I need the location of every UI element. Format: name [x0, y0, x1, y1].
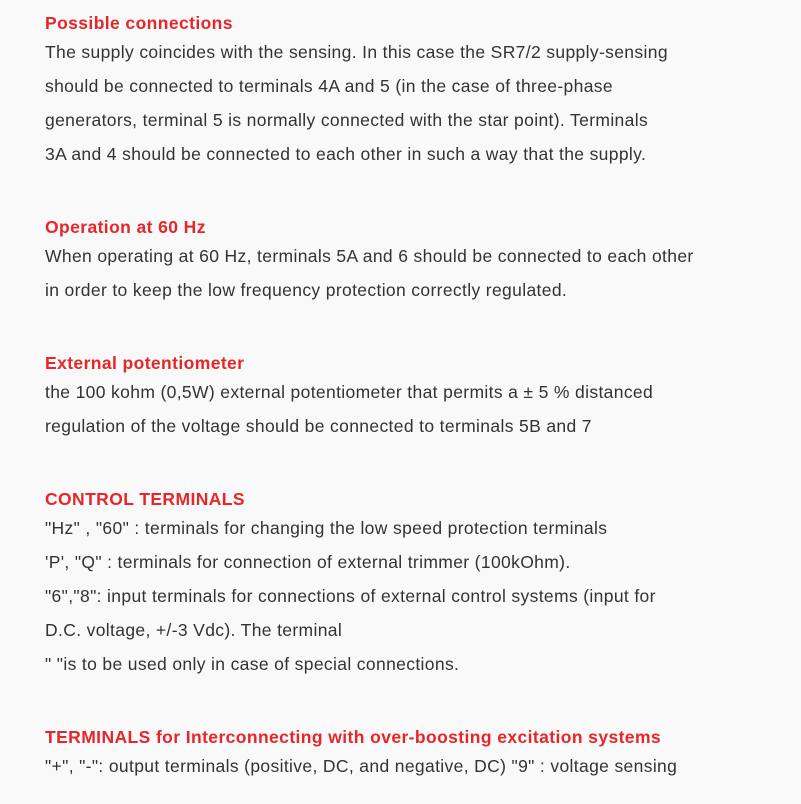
body-line: 'P', "Q" : terminals for connection of external trimmer (100kOhm). — [45, 552, 571, 572]
section-heading: External potentiometer — [45, 353, 245, 373]
body-line: "+", "-": output terminals (positive, DC, and negative, DC) "9" : voltage sensing — [45, 756, 678, 776]
body-line: The supply coincides with the sensing. In this case the SR7/2 supply-sensing — [45, 42, 668, 62]
section-body — [45, 511, 656, 681]
body-line: in order to keep the low frequency protection correctly regulated. — [45, 280, 568, 300]
section-heading: Possible connections — [45, 13, 233, 33]
body-line: the 100 kohm (0,5W) external potentiometer that permits a ± 5 % distanced — [45, 382, 654, 402]
section-body — [45, 375, 653, 443]
section-heading: Operation at 60 Hz — [45, 217, 206, 237]
body-line: generators, terminal 5 is normally connected with the star point). Terminals — [45, 110, 649, 130]
section-heading: TERMINALS for Interconnecting with over-boosting еxcitation systems — [45, 727, 662, 747]
body-line: "Hz" , "60" : terminals for changing the low speed protection terminals — [45, 518, 608, 538]
body-line: should be connected to terminals 4A and 5 (in the case of three-phase — [45, 76, 613, 96]
section-body — [45, 35, 668, 171]
section-possible-connections — [45, 12, 668, 171]
body-line: " "is to be used only in case of special connections. — [45, 654, 460, 674]
body-line: "6","8": input terminals for connections of external control systems (input for — [45, 586, 656, 606]
section-external-potentiometer — [45, 352, 653, 443]
body-line: D.C. voltage, +/-3 Vdc). The terminal — [45, 620, 343, 640]
section-interconnecting-terminals — [45, 726, 677, 783]
section-heading: CONTROL TERMINALS — [45, 489, 245, 509]
section-body — [45, 239, 694, 307]
body-line: When operating at 60 Hz, terminals 5A and 6 should be connected to each other — [45, 246, 694, 266]
section-control-terminals — [45, 488, 656, 681]
section-body — [45, 749, 677, 783]
section-operation-60hz — [45, 216, 694, 307]
body-line: regulation of the voltage should be connected to terminals 5B and 7 — [45, 416, 592, 436]
body-line: 3A and 4 should be connected to each other in such a way that the supply. — [45, 144, 647, 164]
